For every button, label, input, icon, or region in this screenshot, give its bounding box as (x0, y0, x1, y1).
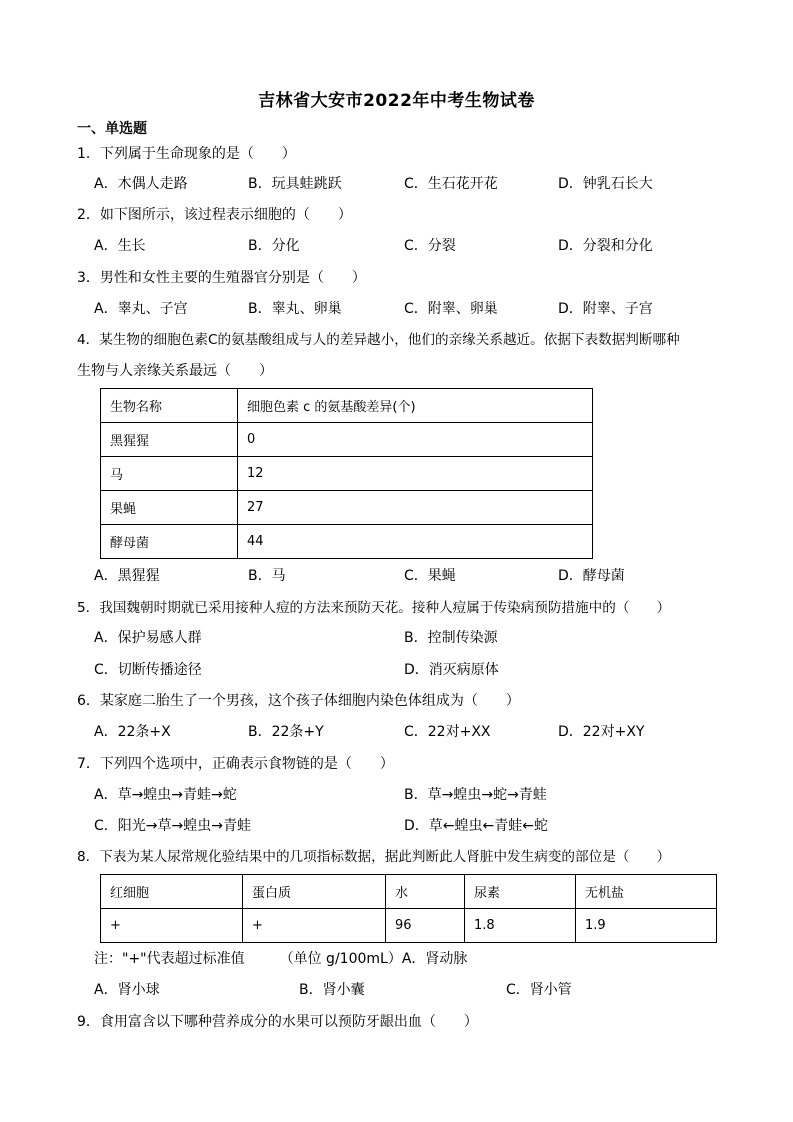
table-cell: 马 (101, 457, 238, 491)
option-b[interactable]: B．分化 (248, 238, 300, 254)
table-note: 注："+"代表超过标准值 （单位 g/100mL）A．肾动脉 (94, 951, 468, 967)
option-b[interactable]: B．控制传染源 (404, 630, 498, 646)
question-9: 9．食用富含以下哪种营养成分的水果可以预防牙龈出血（ ） (77, 1014, 478, 1030)
amino-acid-table (100, 388, 593, 559)
question-6-options (94, 722, 734, 742)
option-c[interactable]: C．果蝇 (404, 568, 456, 584)
table-cell: + (243, 909, 386, 943)
option-c[interactable]: C．附睾、卵巢 (404, 301, 498, 317)
question-7-options-row-2 (94, 816, 734, 836)
option-c[interactable]: C．分裂 (404, 238, 456, 254)
table-cell: 96 (386, 909, 465, 943)
option-b[interactable]: B．玩具蛙跳跃 (248, 176, 342, 192)
question-8-options (94, 980, 734, 1000)
question-4-line-2: 生物与人亲缘关系最远（ ） (77, 363, 273, 379)
question-8: 8．下表为某人尿常规化验结果中的几项指标数据，据此判断此人肾脏中发生病变的部位是（ ） (77, 849, 671, 865)
page-title: 吉林省大安市2022年中考生物试卷 (258, 91, 535, 111)
table-cell: + (101, 909, 243, 943)
option-d[interactable]: D．钟乳石长大 (558, 176, 653, 192)
urine-test-table (100, 874, 717, 943)
option-a[interactable]: A．生长 (94, 238, 146, 254)
question-1-options (94, 174, 734, 194)
option-b[interactable]: B．马 (248, 568, 286, 584)
option-c[interactable]: C．切断传播途径 (94, 662, 202, 678)
question-1: 1．下列属于生命现象的是（ ） (77, 146, 296, 162)
question-2: 2．如下图所示，该过程表示细胞的（ ） (77, 207, 352, 223)
table-cell: 酵母菌 (101, 525, 238, 559)
option-a[interactable]: A．黑猩猩 (94, 568, 160, 584)
question-5-options-row-1 (94, 628, 734, 648)
option-a[interactable]: A．睾丸、子宫 (94, 301, 188, 317)
table-header-row (101, 389, 593, 423)
option-d[interactable]: D．酵母菌 (558, 568, 625, 584)
question-7-options-row-1 (94, 785, 734, 805)
table-header-cell: 无机盐 (576, 875, 717, 909)
question-4-options (94, 566, 734, 586)
table-header-cell: 细胞色素 c 的氨基酸差异(个) (238, 389, 593, 423)
table-header-cell: 红细胞 (101, 875, 243, 909)
question-3-options (94, 299, 734, 319)
option-a[interactable]: A．肾小球 (94, 982, 160, 998)
table-row (101, 525, 593, 559)
option-c[interactable]: C．阳光→草→蝗虫→青蛙 (94, 818, 251, 834)
option-d[interactable]: D．附睾、子宫 (558, 301, 653, 317)
option-b[interactable]: B．草→蝗虫→蛇→青蛙 (404, 787, 547, 803)
table-row (101, 423, 593, 457)
question-3: 3．男性和女性主要的生殖器官分别是（ ） (77, 270, 366, 286)
table-row (101, 909, 717, 943)
question-5: 5．我国魏朝时期就已采用接种人痘的方法来预防天花。接种人痘属于传染病预防措施中的（ ） (77, 600, 671, 616)
table-row (101, 491, 593, 525)
option-b[interactable]: B．22条+Y (248, 724, 324, 740)
option-a[interactable]: A．保护易感人群 (94, 630, 202, 646)
option-a[interactable]: A．草→蝗虫→青蛙→蛇 (94, 787, 237, 803)
option-b[interactable]: B．肾小囊 (299, 982, 365, 998)
table-cell: 1.9 (576, 909, 717, 943)
table-row (101, 457, 593, 491)
option-d[interactable]: D．草←蝗虫←青蛙←蛇 (404, 818, 548, 834)
table-header-row (101, 875, 717, 909)
option-b[interactable]: B．睾丸、卵巢 (248, 301, 342, 317)
question-2-options (94, 236, 734, 256)
option-d[interactable]: D．消灭病原体 (404, 662, 499, 678)
table-cell: 44 (238, 525, 593, 559)
table-cell: 1.8 (465, 909, 576, 943)
question-4-line-1: 4．某生物的细胞色素C的氨基酸组成与人的差异越小，他们的亲缘关系越近。依据下表数据判断哪种 (77, 332, 680, 348)
option-a[interactable]: A．木偶人走路 (94, 176, 188, 192)
question-7: 7．下列四个选项中，正确表示食物链的是（ ） (77, 756, 394, 772)
table-header-cell: 水 (386, 875, 465, 909)
table-cell: 12 (238, 457, 593, 491)
option-d[interactable]: D．22对+XY (558, 724, 645, 740)
table-cell: 黑猩猩 (101, 423, 238, 457)
table-cell: 27 (238, 491, 593, 525)
table-header-cell: 尿素 (465, 875, 576, 909)
option-a[interactable]: A．22条+X (94, 724, 171, 740)
option-c[interactable]: C．22对+XX (404, 724, 491, 740)
table-header-cell: 蛋白质 (243, 875, 386, 909)
option-c[interactable]: C．生石花开花 (404, 176, 498, 192)
table-cell: 果蝇 (101, 491, 238, 525)
table-cell: 0 (238, 423, 593, 457)
question-6: 6．某家庭二胎生了一个男孩，这个孩子体细胞内染色体组成为（ ） (77, 693, 520, 709)
option-c[interactable]: C．肾小管 (506, 982, 572, 998)
question-5-options-row-2 (94, 660, 734, 680)
option-d[interactable]: D．分裂和分化 (558, 238, 653, 254)
section-heading: 一、单选题 (77, 121, 147, 137)
table-header-cell: 生物名称 (101, 389, 238, 423)
